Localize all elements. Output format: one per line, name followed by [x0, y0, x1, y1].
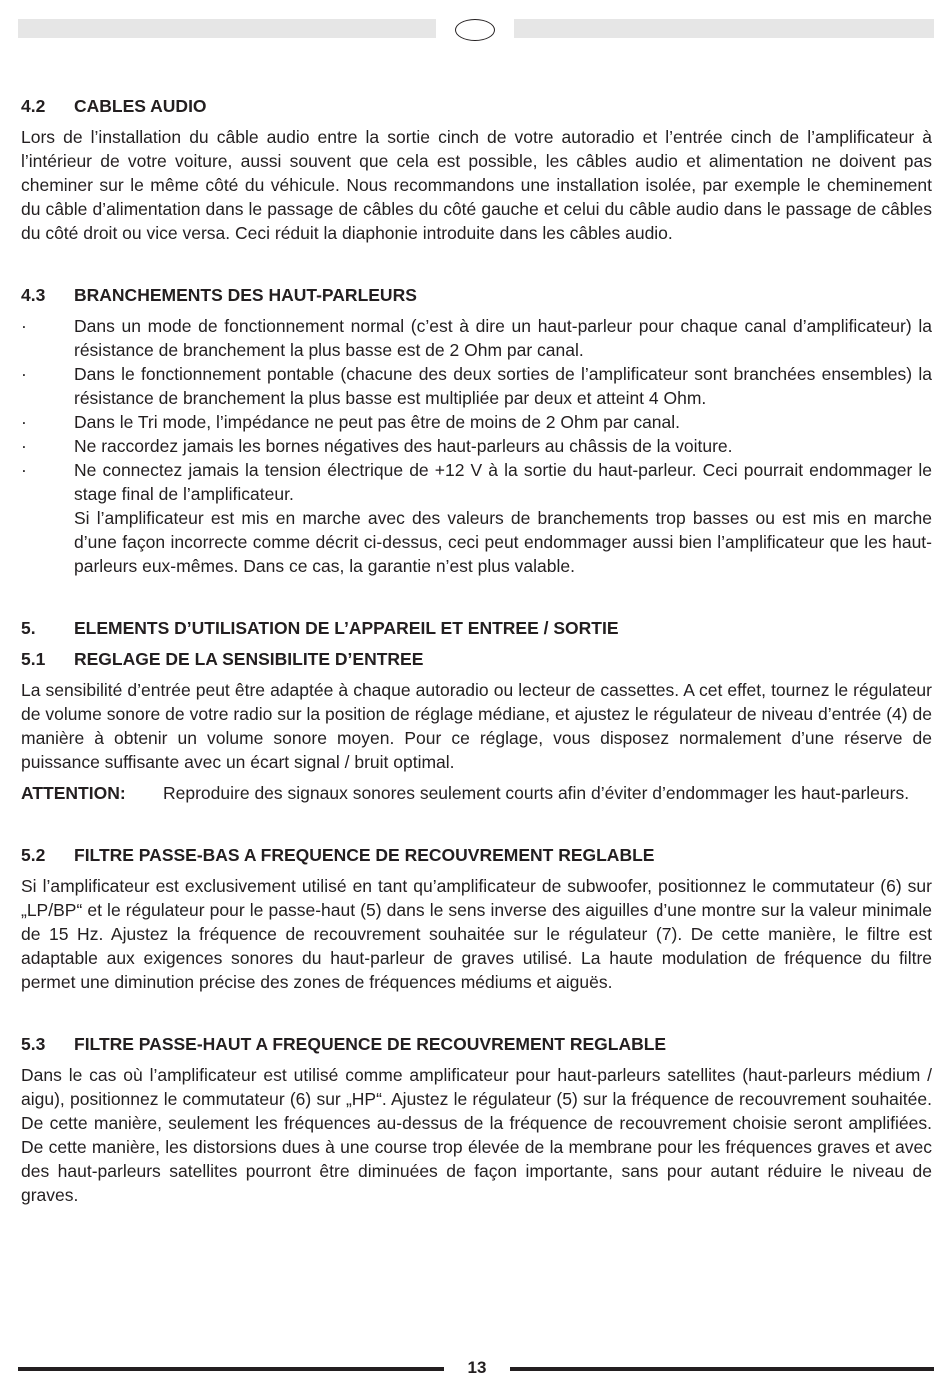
list-item-text: Dans le fonctionnement pontable (chacune des deux sorties de l’amplificateur sont branchées ensembles) la résistance de branchement la plus basse est multipliée par deux et atteint 4 Ohm.: [74, 364, 932, 408]
section-number: 5.3: [21, 1034, 46, 1054]
section-title: REGLAGE DE LA SENSIBILITE D’ENTREE: [74, 649, 424, 669]
section-5-3-body: Dans le cas où l’amplificateur est utilisé comme amplificateur pour haut-parleurs satellites (haut-parleurs médium / aigu), positionnez le commutateur (6) sur „HP“. Ajustez le régulateur (5) sur la fréquence de recouvrement souhaitée. De cette manière, seulement les fréquences au-dessus de la fréquence de recouvrement choisie seront amplifiées. De cette manière, les distorsions dues à une course trop élevée de la membrane pour les fréquences graves et avec des haut-parleurs satellites pourront être diminuées de façon importante, sans pour autant réduire le niveau de graves.: [21, 1065, 932, 1205]
page-number: 13: [467, 1358, 487, 1377]
footer-rule-right: [510, 1367, 934, 1371]
section-number: 4.3: [21, 285, 46, 305]
header-bar-right: [514, 19, 934, 38]
attention-text: Reproduire des signaux sonores seulement courts afin d’éviter d’endommager les haut-parleurs.: [163, 783, 910, 803]
section-number: 4.2: [21, 96, 46, 116]
section-number: 5.1: [21, 649, 46, 669]
section-5-2-heading: [21, 843, 932, 867]
bullet: ·: [21, 436, 27, 456]
list-item: [21, 434, 932, 458]
section-5-2-body: Si l’amplificateur est exclusivement utilisé en tant qu’amplificateur de subwoofer, positionnez le commutateur (6) sur „LP/BP“ et le régulateur pour le passe-haut (5) dans le sens inverse des aiguilles d’une montre sur la valeur minimale de 15 Hz. Ajustez la fréquence de recouvrement souhaitée sur le régulateur (7). De cette manière, le filtre est adaptable aux exigences sonores du haut-parleur de graves utilisé. La haute modulation de fréquence du filtre permet une diminution précise des zones de fréquences médiums et aiguës.: [21, 876, 932, 992]
section-5-heading: [21, 616, 932, 640]
list-item-text: Dans un mode de fonctionnement normal (c’est à dire un haut-parleur pour chaque canal d’amplificateur) la résistance de branchement la plus basse est de 2 Ohm par canal.: [74, 316, 932, 360]
bullet: ·: [21, 364, 27, 384]
attention-note: [21, 781, 932, 805]
attention-label: ATTENTION:: [21, 783, 126, 803]
list-item: [21, 314, 932, 362]
section-4-3-heading: [21, 283, 932, 307]
list-item-text: Ne raccordez jamais les bornes négatives des haut-parleurs au châssis de la voiture.: [74, 436, 733, 456]
section-number: 5.: [21, 618, 36, 638]
section-5-1-body: La sensibilité d’entrée peut être adaptée à chaque autoradio ou lecteur de cassettes. A cet effet, tournez le régulateur de volume sonore de votre radio sur la position de réglage médiane, et ajustez le régulateur de niveau d’entrée (4) de manière à obtenir un volume sonore moyen. Pour ce réglage, vous disposez normalement d’une réserve de puissance suffisante avec un écart signal / bruit optimal.: [21, 680, 932, 772]
list-continuation: Si l’amplificateur est mis en marche avec des valeurs de branchements trop basses ou est mis en marche d’une façon incorrecte comme décrit ci-dessus, ceci peut endommager aussi bien l’amplificateur que les haut-parleurs eux-mêmes. Dans ce cas, la garantie n’est plus valable.: [74, 508, 932, 576]
page-content: [21, 94, 932, 1207]
list-item: [21, 362, 932, 410]
list-item: [21, 410, 932, 434]
section-title: FILTRE PASSE-BAS A FREQUENCE DE RECOUVREMENT REGLABLE: [74, 845, 655, 865]
section-title: BRANCHEMENTS DES HAUT-PARLEURS: [74, 285, 417, 305]
section-title: ELEMENTS D’UTILISATION DE L’APPAREIL ET ENTREE / SORTIE: [74, 618, 619, 638]
footer-rule-left: [18, 1367, 444, 1371]
bullet: ·: [21, 460, 27, 480]
section-title: FILTRE PASSE-HAUT A FREQUENCE DE RECOUVREMENT REGLABLE: [74, 1034, 667, 1054]
section-number: 5.2: [21, 845, 46, 865]
section-5-1-heading: [21, 647, 932, 671]
bullet: ·: [21, 412, 27, 432]
section-4-2-heading: [21, 94, 932, 118]
section-5-3-heading: [21, 1032, 932, 1056]
header-bar-left: [18, 19, 436, 38]
section-4-2-body: Lors de l’installation du câble audio entre la sortie cinch de votre autoradio et l’entrée cinch de l’amplificateur à l’intérieur de votre voiture, aussi souvent que cela est possible, les câbles audio et alimentation ne doivent pas cheminer sur le même côté du véhicule. Nous recommandons une installation isolée, par exemple le cheminement du câble d’alimentation dans le passage de câbles du côté gauche et celui du câble audio dans le passage de câbles du côté droit ou vice versa. Ceci réduit la diaphonie introduite dans les câbles audio.: [21, 127, 932, 243]
list-item-text: Dans le Tri mode, l’impédance ne peut pas être de moins de 2 Ohm par canal.: [74, 412, 681, 432]
list-item: [21, 458, 932, 506]
language-badge-oval: [455, 19, 495, 41]
list-item-text: Ne connectez jamais la tension électrique de +12 V à la sortie du haut-parleur. Ceci pourrait endommager le stage final de l’amplificateur.: [74, 460, 932, 504]
bullet: ·: [21, 316, 27, 336]
section-title: CABLES AUDIO: [74, 96, 207, 116]
